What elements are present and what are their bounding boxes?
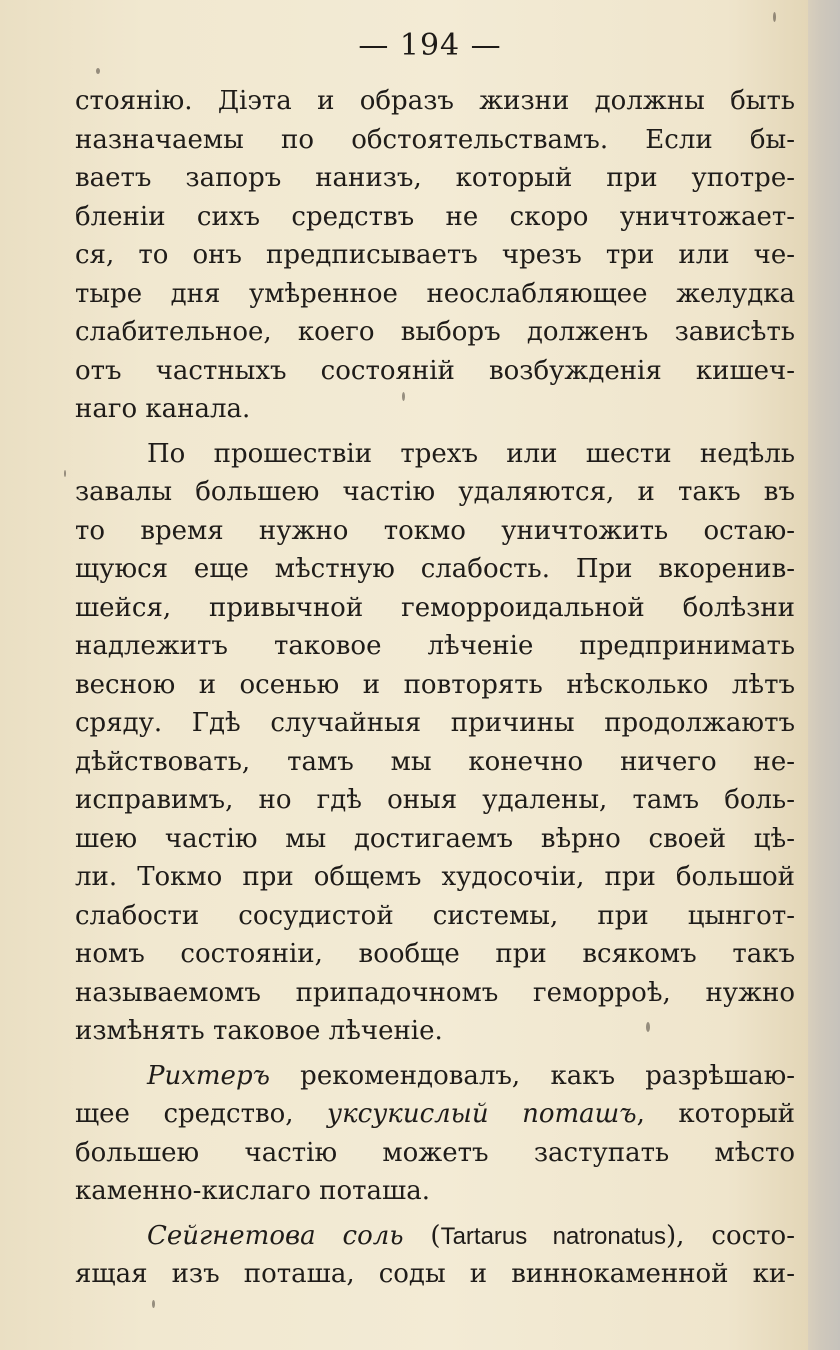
text-line: шейся, привычной геморроидальной болѣзни	[75, 592, 795, 623]
paper-speck	[64, 470, 66, 477]
text-line	[75, 1057, 795, 1096]
paragraph-2	[75, 435, 795, 1051]
text-line: весною и осенью и повторять нѣсколько лѣтъ	[75, 669, 795, 700]
text-line: ваетъ запоръ нанизъ, который при употре-	[75, 163, 795, 193]
text-line: слабости сосудистой системы, при цынгот-	[75, 900, 795, 931]
text-line: По прошествіи трехъ или шести недѣль	[147, 438, 795, 469]
text-run: щее средство,	[75, 1099, 328, 1129]
paper-speck	[152, 1300, 155, 1308]
text-line: сряду. Гдѣ случайныя причины продолжаютъ	[75, 708, 795, 738]
text-line: ли. Токмо при общемъ худосочіи, при большой	[75, 862, 795, 892]
text-line: надлежитъ таковое лѣченіе предпринимать	[75, 631, 795, 661]
text-line: ся, то онъ предписываетъ чрезъ три или че-	[75, 240, 795, 270]
text-line: называемомъ припадочномъ геморроѣ, нужно	[75, 977, 795, 1008]
paper-speck	[646, 1022, 650, 1032]
text-line: каменно-кислаго поташа.	[75, 1176, 430, 1206]
body-text	[75, 82, 795, 1294]
text-run: ), состо-	[666, 1220, 795, 1251]
text-line: назначаемы по обстоятельствамъ. Если бы-	[75, 124, 795, 155]
text-run: (	[403, 1220, 441, 1251]
text-line: большею частію можетъ заступать мѣсто	[75, 1137, 795, 1168]
italic-term: уксукислый поташъ	[327, 1099, 637, 1129]
text-line: щуюся еще мѣстную слабость. При вкоренив-	[75, 554, 795, 584]
paper-speck	[402, 392, 405, 401]
text-line: номъ состояніи, вообще при всякомъ такъ	[75, 939, 795, 969]
text-line: наго канала.	[75, 394, 251, 424]
text-line	[75, 1217, 795, 1256]
text-line: завалы большею частію удаляются, и такъ въ	[75, 477, 795, 507]
text-line: то время нужно токмо уничтожить остаю-	[75, 515, 795, 546]
text-line: ящая изъ поташа, соды и виннокаменной ки-	[75, 1259, 795, 1289]
text-run: рекомендовалъ, какъ разрѣшаю-	[269, 1060, 795, 1091]
paragraph-4	[75, 1217, 795, 1294]
text-line: измѣнять таковое лѣченіе.	[75, 1016, 443, 1046]
text-line	[75, 1095, 795, 1134]
author-name: Рихтеръ	[147, 1060, 270, 1091]
text-line: отъ частныхъ состояній возбужденія кишеч-	[75, 355, 795, 386]
paragraph-1	[75, 82, 795, 429]
text-line: стоянію. Діэта и образъ жизни должны быть	[75, 86, 795, 116]
text-line: тыре дня умѣренное неослабляющее желудка	[75, 278, 795, 309]
text-line: исправимъ, но гдѣ оныя удалены, тамъ боль-	[75, 785, 795, 815]
text-line: бленіи сихъ средствъ не скоро уничтожает-	[75, 201, 795, 232]
text-run: , который	[636, 1099, 795, 1129]
page-edge-shadow	[808, 0, 840, 1350]
paper-speck	[773, 12, 776, 22]
latin-term: Tartarus natronatus	[440, 1222, 667, 1250]
text-line: дѣйствовать, тамъ мы конечно ничего не-	[75, 746, 795, 777]
italic-term: Сейгнетова соль	[147, 1220, 404, 1251]
text-line: шею частію мы достигаемъ вѣрно своей цѣ-	[75, 823, 795, 854]
paper-speck	[96, 68, 100, 74]
text-line: слабительное, коего выборъ долженъ зависѣть	[75, 317, 795, 347]
paragraph-3	[75, 1057, 795, 1211]
page-number: — 194 —	[358, 28, 502, 63]
